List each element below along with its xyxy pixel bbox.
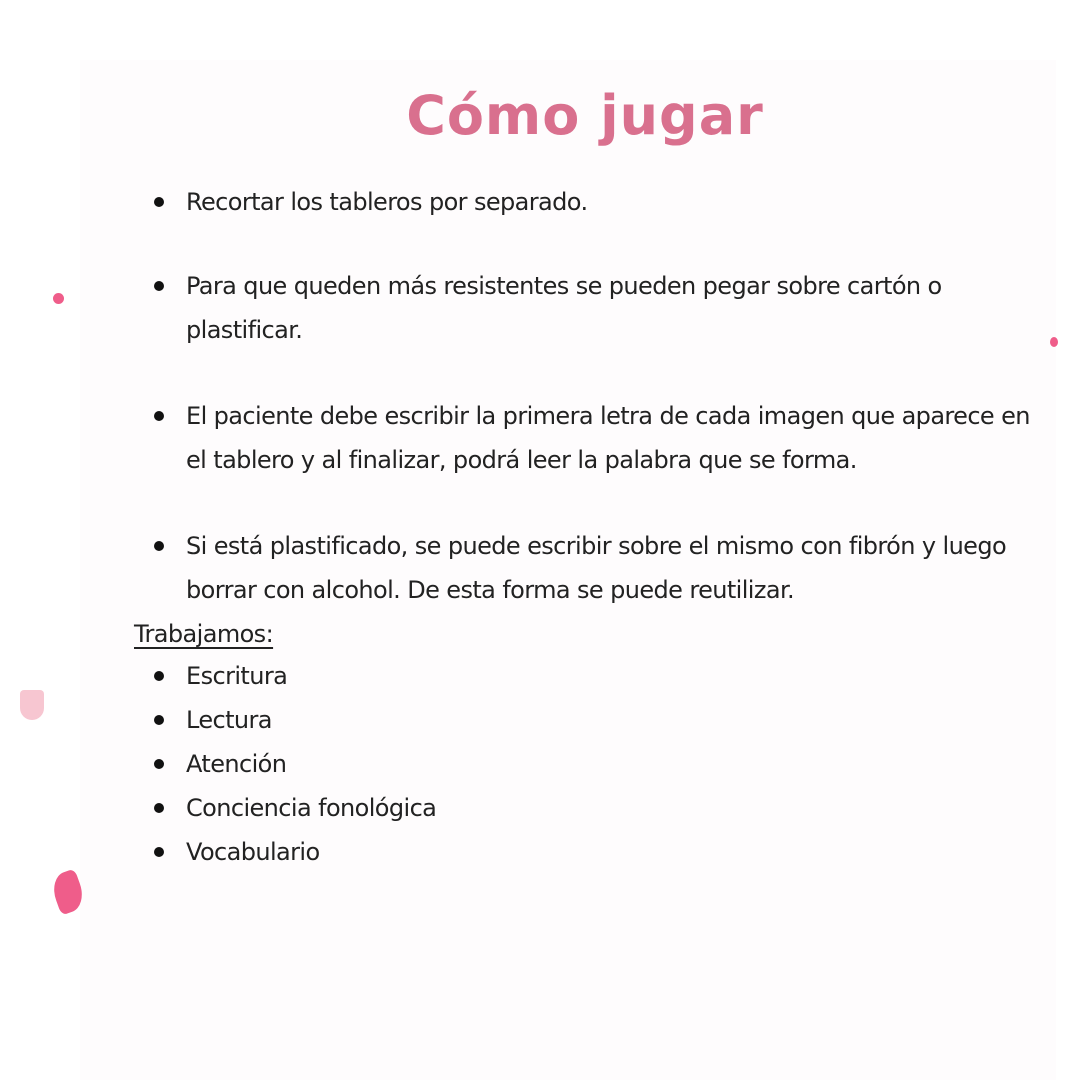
page-title: Cómo jugar [406, 84, 764, 147]
instructions-list [150, 180, 1030, 654]
list-item: Vocabulario [150, 830, 436, 874]
list-item: Para que queden más resistentes se pueden pegar sobre cartón o plastificar. [150, 264, 1030, 352]
pink-heart-decoration [20, 690, 44, 720]
pink-dot-decoration [53, 293, 64, 304]
list-item: Conciencia fonológica [150, 786, 436, 830]
list-item: Atención [150, 742, 436, 786]
list-item: Escritura [150, 654, 436, 698]
skills-heading: Trabajamos: [134, 620, 274, 648]
list-item: Recortar los tableros por separado. [150, 180, 1030, 224]
list-item: Si está plastificado, se puede escribir sobre el mismo con fibrón y luego borrar con alcohol. De esta forma se puede reutilizar. [150, 524, 1030, 612]
pink-dot-decoration-right [1050, 337, 1058, 347]
list-item: Lectura [150, 698, 436, 742]
list-item: El paciente debe escribir la primera letra de cada imagen que aparece en el tablero y al finalizar, podrá leer la palabra que se forma. [150, 394, 1030, 482]
skills-list [150, 654, 436, 874]
